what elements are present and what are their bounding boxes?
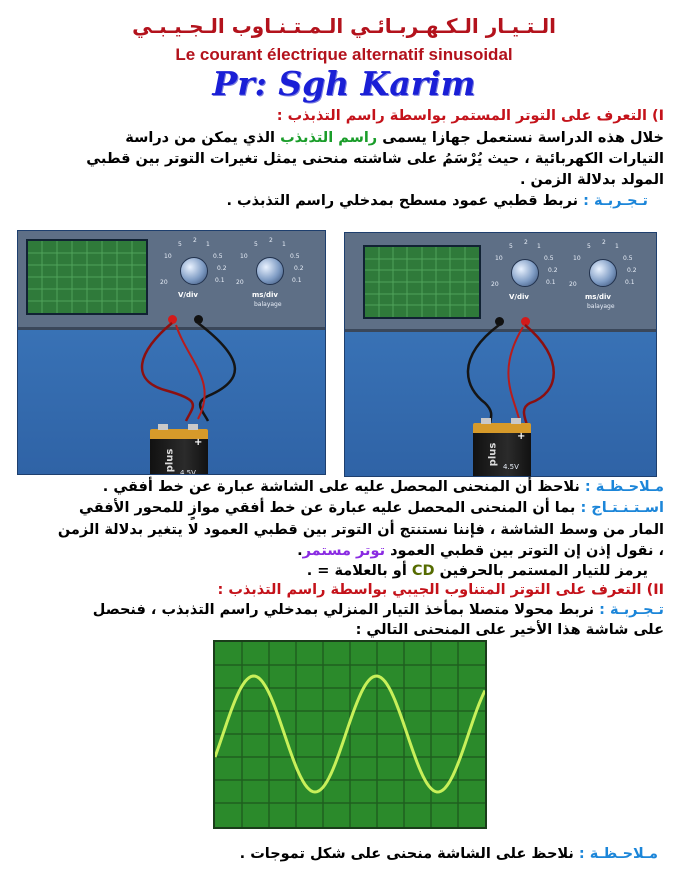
battery-plus-sign: + — [194, 437, 203, 448]
observation-label: مـلاحـظـة : — [584, 479, 664, 495]
observation-label: مـلاحـظـة : — [578, 846, 658, 862]
observation-1 — [103, 479, 664, 495]
conclusion-text: ، نقول إذن إن التوتر بين قطبي العمود — [385, 543, 664, 559]
symbol-text: أو بالعلامة = . — [306, 563, 412, 579]
experiment-2-line-1 — [93, 602, 664, 618]
oscilloscope-battery-simulation-left — [17, 230, 326, 475]
volts-per-div-label: V/div — [178, 291, 198, 299]
oscilloscope-panel: 10 5 2 1 0.5 0.2 0.1 20 V/div 10 5 2 1 0.5 0.2 0.1 20 ms/div balayage — [345, 233, 656, 332]
volts-per-div-label: V/div — [509, 293, 529, 301]
battery-terminal-minus — [158, 424, 168, 430]
time-base-label: ms/div — [585, 293, 611, 301]
conclusion-label: اسـتـنـتـاج : — [580, 500, 664, 516]
time-base-sublabel: balayage — [254, 301, 282, 308]
dc-voltage-term: توتر مستمر — [302, 543, 386, 559]
dc-symbol-cd: CD — [411, 563, 435, 579]
battery-terminal-plus — [188, 424, 198, 430]
symbol-text: يرمز للتيار المستمر بالحرفين — [434, 563, 648, 579]
section-1-paragraph-line-2: التيارات الكهربائية ، حيث يُرْسَمُ على شاشته منحنى يمثل تغيرات التوتر بين قطبي — [86, 151, 664, 167]
time-base-sublabel: balayage — [587, 303, 615, 310]
experiment-2-line-2: على شاشة هذا الأخير على المنحنى التالي : — [355, 622, 664, 638]
experiment-label: تـجـربـة : — [583, 193, 648, 209]
oscilloscope-panel: 10 5 2 1 0.5 0.2 0.1 20 V/div 10 5 2 1 0.5 0.2 0.1 20 ms/div balayage — [18, 231, 325, 330]
experiment-text: نربط قطبي عمود مسطح بمدخلي راسم التذبذب . — [226, 193, 584, 209]
observation-text: نلاحظ أن المنحنى المحصل عليه على الشاشة عبارة عن خط أفقي . — [102, 479, 585, 495]
time-base-label: ms/div — [252, 291, 278, 299]
battery-terminal-minus — [481, 418, 491, 424]
battery-plus-sign: + — [517, 431, 526, 442]
experiment-1 — [226, 193, 648, 209]
oscilloscope-battery-simulation-right — [344, 232, 657, 477]
section-1-heading: I) التعرف على التوتر المستمر بواسطة راسم التذبذب : — [276, 108, 664, 124]
conclusion-text: . — [297, 543, 303, 559]
observation-2 — [240, 846, 658, 862]
author-name: Pr: Sgh Karim — [212, 64, 476, 103]
section-2-heading: II) التعرف على التوتر المتناوب الجيبي بواسطة راسم التذبذب : — [217, 582, 664, 598]
battery-voltage: 4.5V — [503, 463, 519, 471]
paragraph-text: خلال هذه الدراسة نستعمل جهازا يسمى — [377, 130, 664, 146]
battery-brand: plus — [164, 448, 176, 473]
battery-terminal-plus — [511, 418, 521, 424]
sinusoidal-oscilloscope-screen — [213, 640, 487, 829]
observation-text: نلاحظ على الشاشة منحنى على شكل تموجات . — [239, 846, 579, 862]
experiment-text: نربط محولا متصلا بمأخذ التيار المنزلي بمدخلي راسم التذبذب ، فنحصل — [92, 602, 600, 618]
flat-battery — [473, 423, 531, 477]
dc-symbol-line — [307, 563, 648, 579]
document-title-arabic: الـتـيـار الـكـهـربـائـي الـمـتـنـاوب الـجـيـبـي — [132, 14, 556, 38]
conclusion-1-line-1 — [79, 500, 664, 516]
flat-battery — [150, 429, 208, 475]
experiment-label: تـجـربـة : — [599, 602, 664, 618]
battery-brand: plus — [487, 442, 499, 467]
conclusion-text: بما أن المنحنى المحصل عليه عبارة عن خط أفقي موازٍ للمحور الأفقي — [79, 500, 581, 516]
document-title-french: Le courant électrique alternatif sinusoidal — [175, 45, 513, 64]
sine-wave-trace — [215, 642, 485, 827]
battery-voltage: 4.5V — [180, 469, 196, 475]
section-1-paragraph-line-1 — [125, 130, 664, 146]
oscilloscope-term: راسم التذبذب — [280, 130, 378, 146]
conclusion-1-line-3 — [297, 543, 664, 559]
paragraph-text: الذي يمكن من دراسة — [125, 130, 281, 146]
conclusion-1-line-2: المار من وسط الشاشة ، فإننا نستنتج أن التوتر بين قطبي العمود لا يتغير بدلالة الزمن — [57, 522, 664, 538]
section-1-paragraph-line-3: المولد بدلالة الزمن . — [519, 172, 664, 188]
